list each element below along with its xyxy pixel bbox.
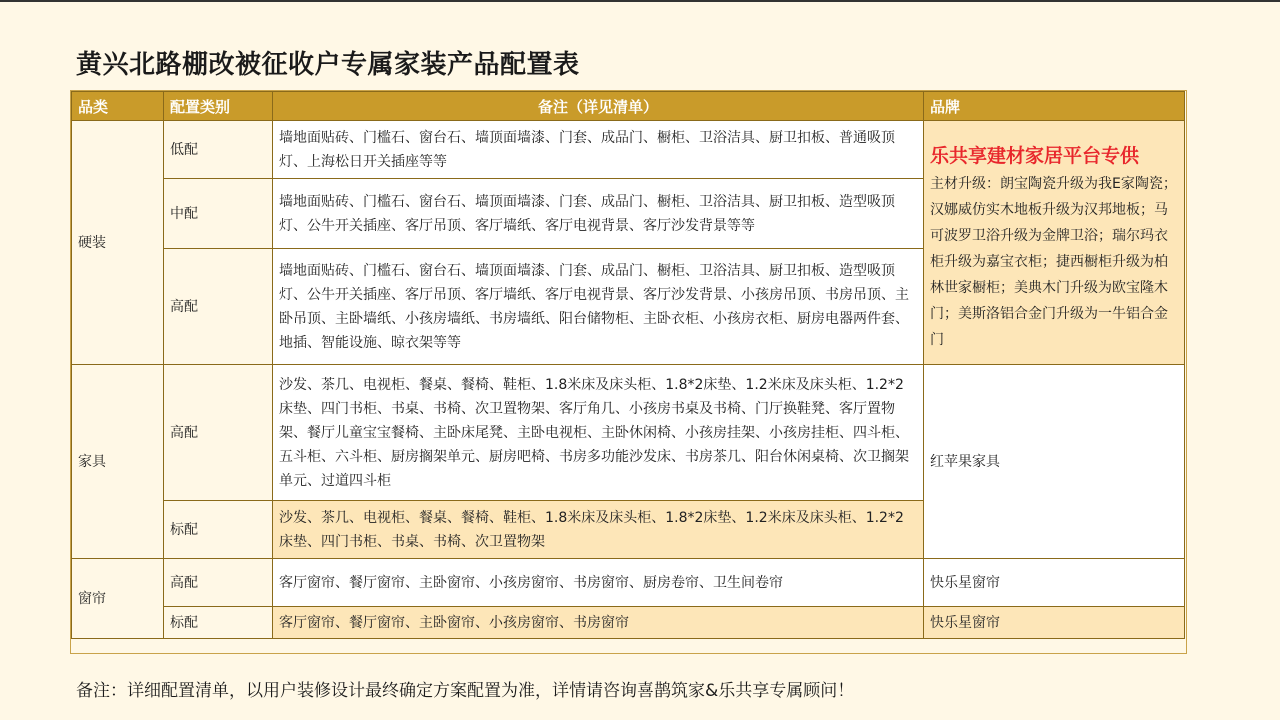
table-row — [72, 121, 1185, 179]
config-cell: 高配 — [164, 249, 273, 365]
table-row — [72, 559, 1185, 607]
note-cell: 墙地面贴砖、门槛石、窗台石、墙顶面墙漆、门套、成品门、橱柜、卫浴洁具、厨卫扣板、造型吸顶灯、公牛开关插座、客厅吊顶、客厅墙纸、客厅电视背景、客厅沙发背景、小孩房吊顶、书房吊顶、主卧吊顶、主卧墙纸、小孩房墙纸、书房墙纸、阳台储物柜、主卧衣柜、小孩房衣柜、厨房电器两件套、地插、智能设施、晾衣架等等 — [273, 249, 924, 365]
note-cell: 墙地面贴砖、门槛石、窗台石、墙顶面墙漆、门套、成品门、橱柜、卫浴洁具、厨卫扣板、造型吸顶灯、公牛开关插座、客厅吊顶、客厅墙纸、客厅电视背景、客厅沙发背景等等 — [273, 179, 924, 249]
header-brand: 品牌 — [924, 92, 1185, 121]
category-cell-curtain: 窗帘 — [72, 559, 164, 639]
category-cell-hard: 硬装 — [72, 121, 164, 365]
brand-upgrade-text: 主材升级：朗宝陶瓷升级为我E家陶瓷；汉娜威仿实木地板升级为汉邦地板；马可波罗卫浴升级为金牌卫浴；瑞尔玛衣柜升级为嘉宝衣柜；捷西橱柜升级为柏林世家橱柜；美典木门升级为欧宝隆木门；美斯洛铝合金门升级为一牛铝合金门 — [930, 176, 1177, 348]
config-cell: 高配 — [164, 365, 273, 501]
page-title: 黄兴北路棚改被征收户专属家装产品配置表 — [76, 50, 580, 80]
brand-highlight: 乐共享建材家居平台专供 — [930, 145, 1140, 167]
config-table-container — [70, 90, 1187, 654]
note-cell: 沙发、茶几、电视柜、餐桌、餐椅、鞋柜、1.8米床及床头柜、1.8*2床垫、1.2米床及床头柜、1.2*2床垫、四门书柜、书桌、书椅、次卫置物架、客厅角几、小孩房书桌及书椅、门厅换鞋凳、客厅置物架、餐厅儿童宝宝餐椅、主卧床尾凳、主卧电视柜、主卧休闲椅、小孩房挂架、小孩房挂柜、四斗柜、五斗柜、六斗柜、厨房搁架单元、厨房吧椅、书房多功能沙发床、书房茶几、阳台休闲桌椅、次卫搁架单元、过道四斗柜 — [273, 365, 924, 501]
config-cell: 高配 — [164, 559, 273, 607]
note-cell: 墙地面贴砖、门槛石、窗台石、墙顶面墙漆、门套、成品门、橱柜、卫浴洁具、厨卫扣板、普通吸顶灯、上海松日开关插座等等 — [273, 121, 924, 179]
config-table — [71, 91, 1185, 639]
config-cell: 标配 — [164, 607, 273, 639]
brand-cell-curtain-high: 快乐星窗帘 — [924, 559, 1185, 607]
table-row — [72, 365, 1185, 501]
table-header-row — [72, 92, 1185, 121]
brand-cell-curtain-std: 快乐星窗帘 — [924, 607, 1185, 639]
top-border-line — [0, 0, 1280, 2]
note-cell: 客厅窗帘、餐厅窗帘、主卧窗帘、小孩房窗帘、书房窗帘、厨房卷帘、卫生间卷帘 — [273, 559, 924, 607]
header-config: 配置类别 — [164, 92, 273, 121]
header-category: 品类 — [72, 92, 164, 121]
note-cell: 客厅窗帘、餐厅窗帘、主卧窗帘、小孩房窗帘、书房窗帘 — [273, 607, 924, 639]
config-cell: 低配 — [164, 121, 273, 179]
category-cell-furniture: 家具 — [72, 365, 164, 559]
footnote: 备注：详细配置清单，以用户装修设计最终确定方案配置为准，详情请咨询喜鹊筑家&乐共享专属顾问！ — [76, 681, 855, 701]
brand-cell-furniture: 红苹果家具 — [924, 365, 1185, 559]
config-cell: 标配 — [164, 501, 273, 559]
note-cell: 沙发、茶几、电视柜、餐桌、餐椅、鞋柜、1.8米床及床头柜、1.8*2床垫、1.2米床及床头柜、1.2*2床垫、四门书柜、书桌、书椅、次卫置物架 — [273, 501, 924, 559]
brand-cell-hard — [924, 121, 1185, 365]
header-note: 备注（详见清单） — [273, 92, 924, 121]
table-row — [72, 607, 1185, 639]
config-cell: 中配 — [164, 179, 273, 249]
